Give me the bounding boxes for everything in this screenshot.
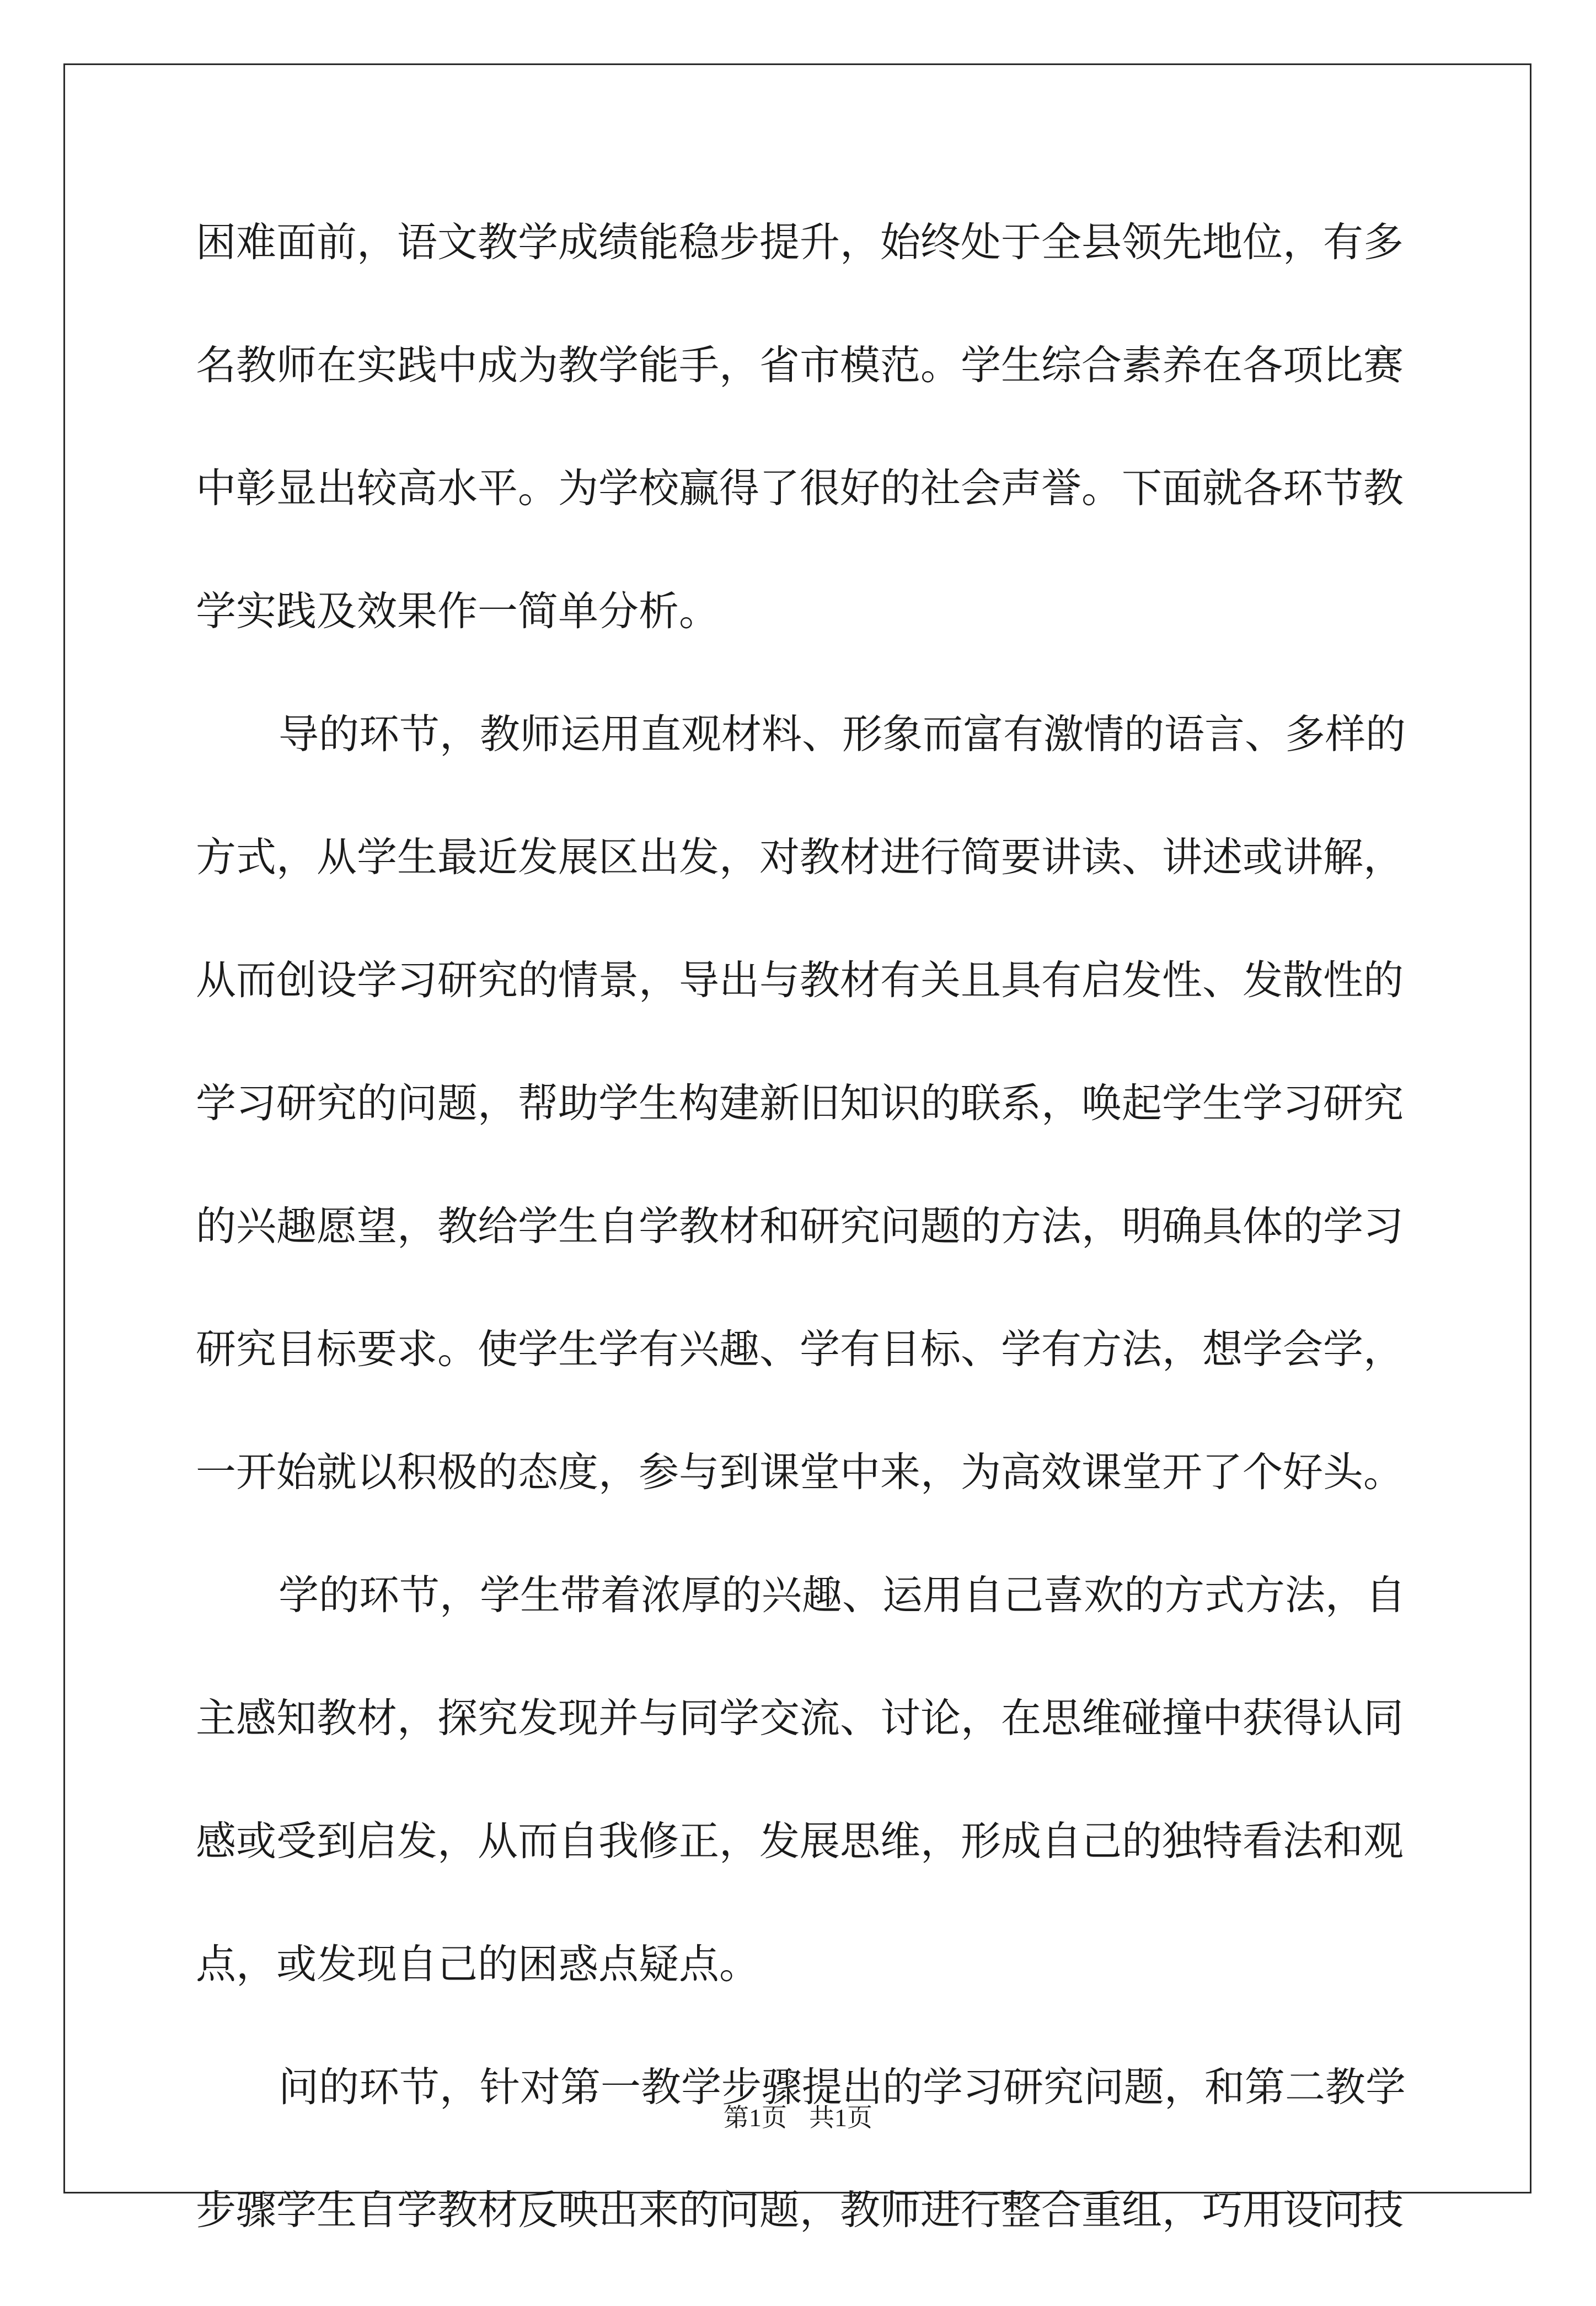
text-line: 学实践及效果作一简单分析。 [196, 588, 719, 635]
text-line: 中彰显出较高水平。为学校赢得了很好的社会声誉。下面就各环节教 [196, 465, 1404, 512]
text-line: 点，或发现自己的困惑点疑点。 [196, 1941, 759, 1988]
paragraph [196, 707, 1404, 1568]
text-line: 的兴趣愿望，教给学生自学教材和研究问题的方法，明确具体的学习 [196, 1203, 1404, 1250]
text-line: 步骤学生自学教材反映出来的问题，教师进行整合重组，巧用设问技 [196, 2187, 1404, 2234]
text-line: 学的环节，学生带着浓厚的兴趣、运用自己喜欢的方式方法，自 [279, 1572, 1406, 1619]
page-footer [0, 2101, 1596, 2134]
text-line: 研究目标要求。使学生学有兴趣、学有目标、学有方法，想学会学， [196, 1326, 1404, 1373]
paragraph [196, 1568, 1404, 2060]
paragraph [196, 215, 1404, 707]
text-line: 主感知教材，探究发现并与同学交流、讨论，在思维碰撞中获得认同 [196, 1695, 1404, 1742]
text-line: 感或受到启发，从而自我修正，发展思维，形成自己的独特看法和观 [196, 1818, 1404, 1865]
text-line: 导的环节，教师运用直观材料、形象而富有激情的语言、多样的 [279, 711, 1406, 758]
document-body [196, 215, 1404, 2306]
text-line: 问的环节，针对第一教学步骤提出的学习研究问题，和第二教学 [279, 2064, 1406, 2111]
text-line: 一开始就以积极的态度，参与到课堂中来，为高效课堂开了个好头。 [196, 1449, 1404, 1496]
text-line: 方式，从学生最近发展区出发，对教材进行简要讲读、讲述或讲解， [196, 834, 1404, 881]
text-line: 困难面前，语文教学成绩能稳步提升，始终处于全县领先地位，有多 [196, 219, 1404, 266]
text-line: 名教师在实践中成为教学能手，省市模范。学生综合素养在各项比赛 [196, 342, 1404, 389]
page-total: 共1页 [809, 2104, 872, 2132]
text-line: 学习研究的问题，帮助学生构建新旧知识的联系，唤起学生学习研究 [196, 1080, 1404, 1127]
text-line: 从而创设学习研究的情景，导出与教材有关且具有启发性、发散性的 [196, 957, 1404, 1004]
paragraph [196, 2060, 1404, 2306]
page-number: 第1页 [724, 2104, 787, 2132]
